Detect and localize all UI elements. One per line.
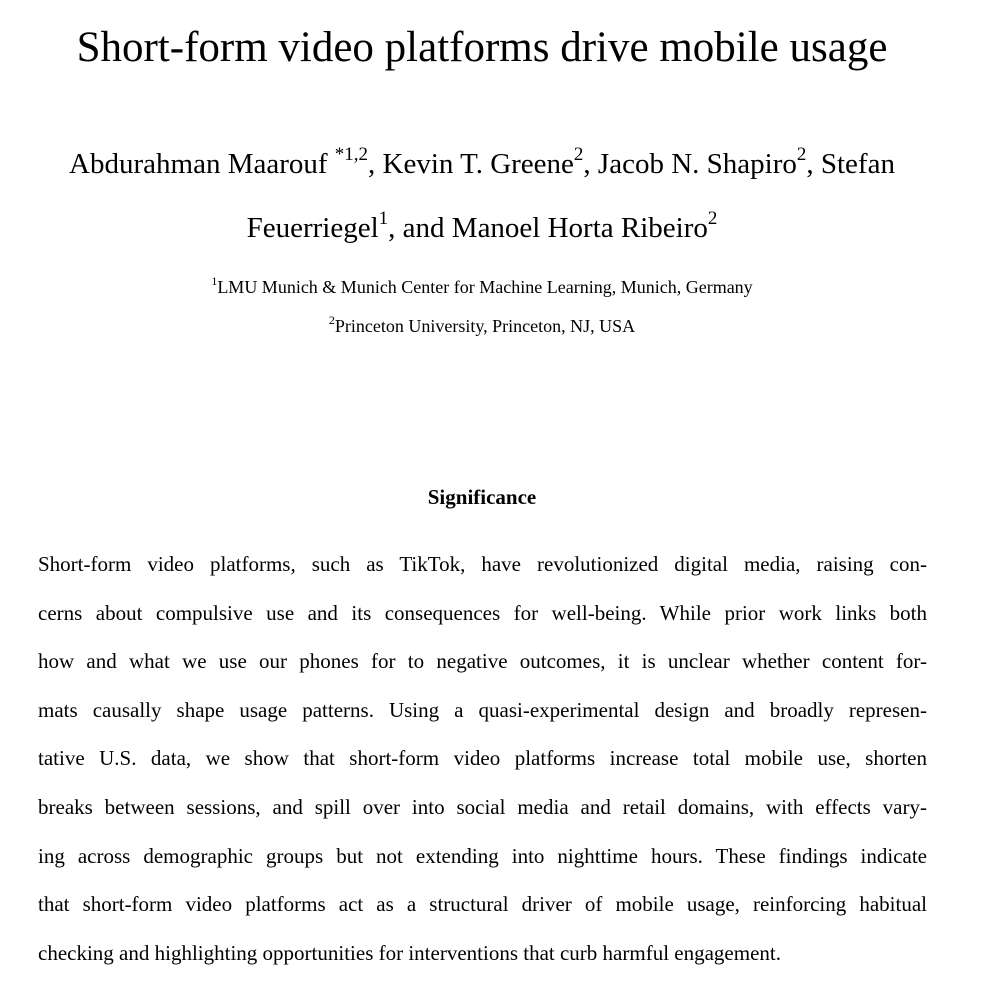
affiliation-mark: 1 (211, 274, 218, 288)
paper-title: Short-form video platforms drive mobile usage (76, 24, 888, 71)
author-name: Feuerriegel (246, 212, 379, 244)
author-affiliation-mark: 2 (707, 208, 718, 230)
body-line: ing across demographic groups but not extending into nighttime hours. These findings indicate (38, 843, 927, 868)
author-list (0, 132, 964, 260)
significance-heading: Significance (427, 485, 537, 509)
body-line: cerns about compulsive use and its consequences for well-being. While prior work links both (38, 600, 927, 625)
affiliation-2 (0, 315, 964, 337)
affiliation-1 (0, 276, 964, 298)
affiliation-mark: 2 (328, 313, 335, 327)
author-affiliation-mark: 1 (378, 208, 389, 230)
author-line-2 (0, 196, 964, 260)
author-name: Abdurahman Maarouf (69, 148, 335, 180)
body-line: how and what we use our phones for to negative outcomes, it is unclear whether content for- (38, 649, 927, 674)
affiliation-text: LMU Munich & Munich Center for Machine Learning, Munich, Germany (217, 277, 753, 297)
body-line: breaks between sessions, and spill over into social media and retail domains, with effects vary- (38, 794, 927, 819)
author-affiliation-mark: 2 (796, 144, 807, 166)
body-line: Short-form video platforms, such as TikTok, have revolutionized digital media, raising con- (38, 552, 927, 576)
author-name: , and Manoel Horta Ribeiro (388, 212, 708, 244)
author-name: , Kevin T. Greene (368, 148, 574, 180)
affiliation-text: Princeton University, Princeton, NJ, USA (334, 316, 636, 336)
body-line: checking and highlighting opportunities for interventions that curb harmful engagement. (38, 940, 781, 965)
author-name: , Jacob N. Shapiro (583, 148, 797, 180)
body-line: that short-form video platforms act as a structural driver of mobile usage, reinforcing habitual (38, 892, 927, 917)
body-line: tative U.S. data, we show that short-form video platforms increase total mobile use, shorten (38, 746, 927, 771)
author-affiliation-mark: 2 (573, 144, 584, 166)
author-affiliation-mark: *1,2 (334, 144, 369, 166)
author-line-1 (0, 132, 964, 196)
body-line: mats causally shape usage patterns. Using a quasi-experimental design and broadly represen- (38, 697, 927, 722)
author-name: , Stefan (806, 148, 895, 180)
significance-body (38, 540, 927, 977)
